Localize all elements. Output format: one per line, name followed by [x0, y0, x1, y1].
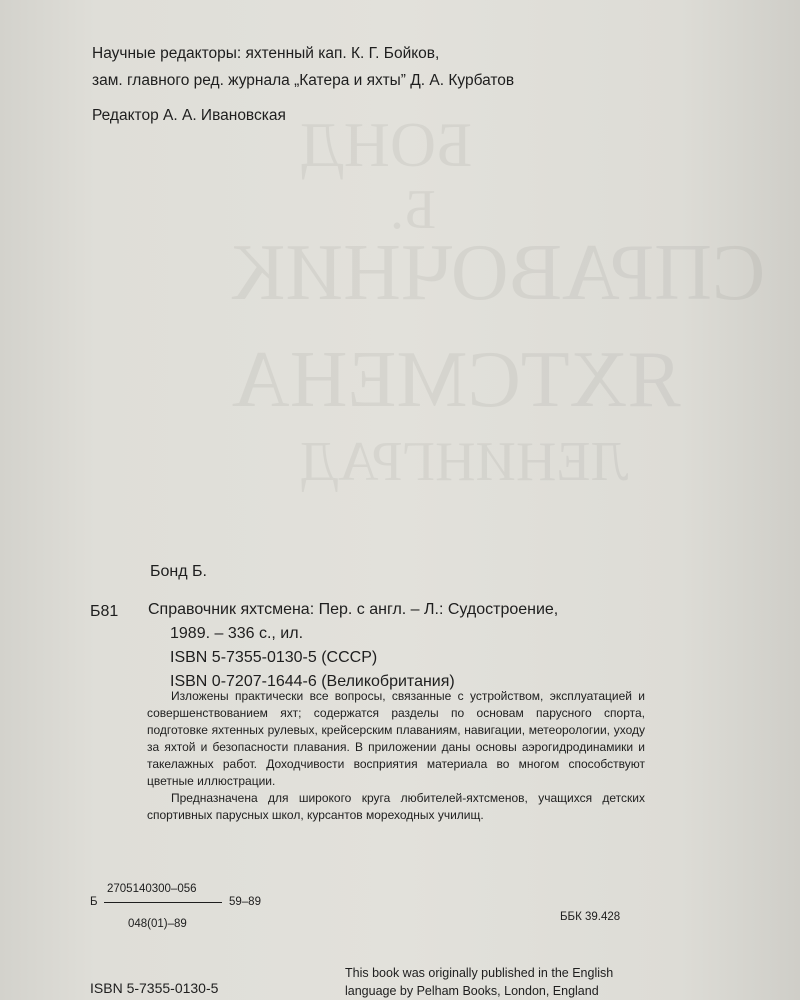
isbn-ussr: ISBN 5-7355-0130-5 (СССР) — [170, 649, 378, 666]
deputy-editor-line: зам. главного ред. журнала „Катера и яхты” Д. А. Курбатов — [92, 72, 515, 89]
author-heading: Бонд Б. — [150, 563, 207, 580]
pages-line: 1989. – 336 с., ил. — [170, 625, 304, 642]
catalog-code: Б81 — [90, 603, 119, 620]
price-index-fraction-rule — [104, 902, 222, 903]
show-through-decoration: ЛЕНИНГРАД — [300, 431, 629, 493]
show-through-decoration: Б. — [390, 179, 437, 241]
annotation — [147, 688, 645, 824]
original-note-line: This book was originally published in the English — [345, 966, 614, 980]
original-publication-note — [345, 964, 613, 1000]
annotation-paragraph: Изложены практически все вопросы, связанные с устройством, эксплуатацией и совершенствованием яхт; содержатся разделы по основам парусного спорта, подготовке яхтенных рулевых, крейсерским плаваниям, навигации, метеорологии, уходу за яхтой и безопасности плавания. В приложении даны основы аэрогидродинамики и такелажных работ. Доходчивости восприятия материала во многом способствуют цветные иллюстрации. — [147, 689, 645, 788]
show-through-decoration: БОНД — [300, 109, 473, 180]
editor-line: Редактор А. А. Ивановская — [92, 107, 286, 124]
scientific-editors — [92, 40, 514, 94]
original-note-line: language by Pelham Books, London, England — [345, 984, 599, 998]
isbn-uk: ISBN 0-7207-1644-6 (Великобритания) — [170, 673, 455, 690]
bibliographic-record — [148, 598, 558, 694]
title-line: Справочник яхтсмена: Пер. с англ. – Л.: Судостроение, — [148, 601, 559, 618]
scientific-editors-line: Научные редакторы: яхтенный кап. К. Г. Бойков, — [92, 45, 440, 62]
footer-isbn: ISBN 5-7355-0130-5 — [90, 980, 219, 996]
show-through-decoration: ЯХТСМЕНА — [232, 336, 681, 424]
price-index-denominator: 048(01)–89 — [128, 918, 187, 930]
price-index-numerator: 2705140300–056 — [107, 883, 197, 895]
price-index-code: 59–89 — [229, 896, 261, 908]
show-through-decoration: СПРАВОЧНИК — [232, 229, 766, 317]
bbk-code: ББК 39.428 — [560, 911, 621, 923]
price-index-letter: Б — [90, 896, 98, 908]
audience-paragraph: Предназначена для широкого круга любителей-яхтсменов, учащихся детских спортивных парусных школ, курсантов мореходных училищ. — [147, 791, 645, 822]
